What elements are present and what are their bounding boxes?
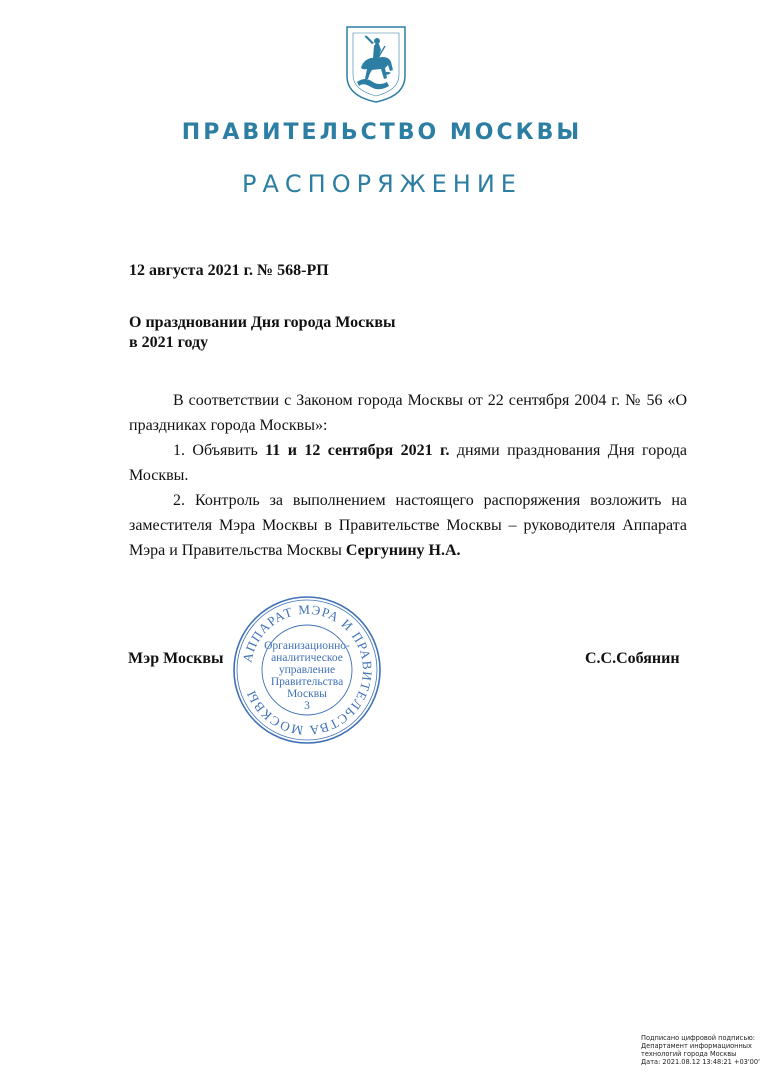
esig-line-2: Департамент информационных — [641, 1042, 752, 1050]
stamp-number: 3 — [304, 700, 310, 712]
document-subject — [129, 313, 469, 353]
stamp-line-1: Организационно- — [264, 640, 350, 652]
moscow-coat-of-arms-icon — [343, 24, 409, 104]
stamp-line-2: аналитическое — [271, 652, 343, 664]
subject-line-2: в 2021 году — [129, 334, 209, 351]
item-1-dates: 11 и 12 сентября 2021 г. — [265, 442, 450, 459]
government-title: ПРАВИТЕЛЬСТВО МОСКВЫ — [181, 120, 583, 145]
document-body — [129, 388, 687, 563]
item-2-prefix: 2. Контроль за выполнением настоящего распоряжения возложить на заместителя Мэра Москвы в Правительстве Москвы – руководителя Аппарата Мэра и Правительства Москвы — [129, 492, 687, 559]
subject-line-1: О праздновании Дня города Москвы — [129, 314, 396, 331]
esig-line-4: Дата: 2021.08.12 13:48:21 +03'00' — [641, 1058, 760, 1066]
item-1-prefix: 1. Объявить — [173, 442, 266, 459]
body-item-1 — [129, 438, 687, 488]
body-item-2 — [129, 488, 687, 563]
esig-line-3: технологий города Москвы — [641, 1050, 737, 1058]
item-1-suffix: днями празднования Дня города Москвы. — [129, 442, 688, 484]
date-number: 12 августа 2021 г. № 568-РП — [129, 262, 329, 279]
stamp-ring-text: АППАРАТ МЭРА И ПРАВИТЕЛЬСТВА МОСКВЫ — [239, 601, 376, 739]
stamp-line-5: Москвы — [287, 688, 327, 700]
digital-signature-note — [641, 1034, 761, 1066]
document-type: РАСПОРЯЖЕНИЕ — [242, 170, 522, 198]
stamp-line-3: управление — [278, 664, 336, 676]
item-2-responsible: Сергунину Н.А. — [345, 542, 461, 559]
esig-line-1: Подписано цифровой подписью: — [641, 1034, 755, 1042]
body-intro: В соответствии с Законом города Москвы от 22 сентября 2004 г. № 56 «О праздниках города Москвы»: — [129, 392, 687, 434]
stamp-line-4: Правительства — [270, 676, 344, 688]
signatory-position: Мэр Москвы — [128, 650, 224, 667]
stamp-inner-text — [248, 640, 366, 712]
signatory-name: С.С.Собянин — [585, 650, 680, 667]
